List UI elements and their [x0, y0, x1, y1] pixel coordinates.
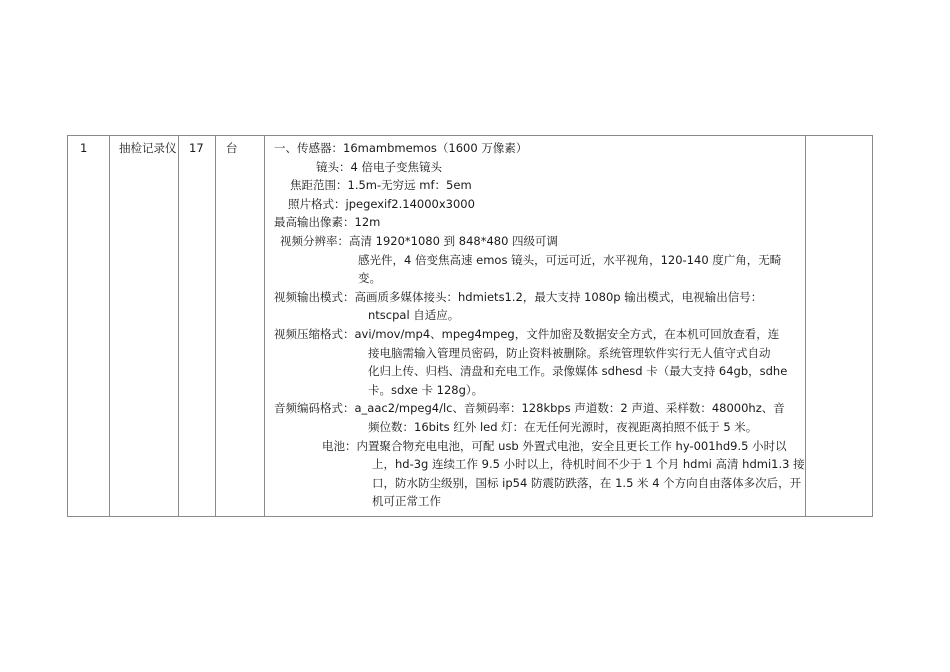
item-name: 抽检记录仪	[119, 141, 177, 155]
column-divider	[805, 136, 806, 516]
product-table	[67, 135, 873, 517]
spec-line: 机可正常工作	[372, 494, 441, 509]
spec-line: 感光件，4 倍变焦高速 emos 镜头，可远可近，水平视角，120-140 度广角，无畸	[358, 252, 782, 267]
column-divider	[264, 136, 265, 516]
column-divider	[178, 136, 179, 516]
spec-line: 卡。sdxe 卡 128g）。	[368, 382, 484, 397]
spec-line: 最高输出像素：12m	[274, 215, 381, 230]
spec-line: 音频编码格式：a_aac2/mpeg4/lc、音频码率：128kbps 声道数：2 声道、采样数：48000hz、音	[274, 401, 785, 416]
item-unit: 台	[226, 141, 238, 155]
column-divider	[215, 136, 216, 516]
spec-line: 变。	[358, 271, 381, 286]
spec-line: 口，防水防尘级别，国标 ip54 防震防跌落，在 1.5 米 4 个方向自由落体多次后，开	[372, 475, 802, 490]
spec-line: 一、传感器：16mambmemos（1600 万像素）	[274, 141, 528, 155]
spec-line: 视频输出模式：高画质多媒体接头：hdmiets1.2，最大支持 1080p 输出模式，电视输出信号：	[274, 289, 763, 304]
spec-line: 电池：内置聚合物充电电池，可配 usb 外置式电池，安全且更长工作 hy-001hd9.5 小时以	[322, 438, 787, 453]
spec-line: 上，hd-3g 连续工作 9.5 小时以上，待机时间不少于 1 个月 hdmi 高清 hdmi1.3 接	[372, 457, 805, 472]
item-specification	[274, 139, 804, 511]
spec-line: 化归上传、归档、清盘和充电工作。录像媒体 sdhesd 卡（最大支持 64gb，sdhe	[368, 364, 788, 379]
spec-line: ntscpal 自适应。	[368, 308, 460, 323]
item-quantity: 17	[189, 141, 204, 155]
spec-line: 视频分辨率：高清 1920*1080 到 848*480 四级可调	[280, 233, 559, 248]
spec-line: 焦距范围：1.5m-无穷远 mf：5em	[290, 178, 472, 193]
spec-line: 视频压缩格式：avi/mov/mp4、mpeg4mpeg，文件加密及数据安全方式，在本机可回放查看，连	[274, 326, 780, 341]
spec-line: 接电脑需输入管理员密码，防止资料被删除。系统管理软件实行无人值守式自动	[368, 345, 771, 360]
spec-line: 镜头：4 倍电子变焦镜头	[316, 159, 442, 174]
row-number: 1	[80, 141, 88, 155]
spec-line: 频位数：16bits 红外 led 灯：在无任何光源时，夜视距离拍照不低于 5 米。	[368, 419, 758, 434]
spec-line: 照片格式：jpegexif2.14000x3000	[288, 196, 475, 211]
column-divider	[109, 136, 110, 516]
